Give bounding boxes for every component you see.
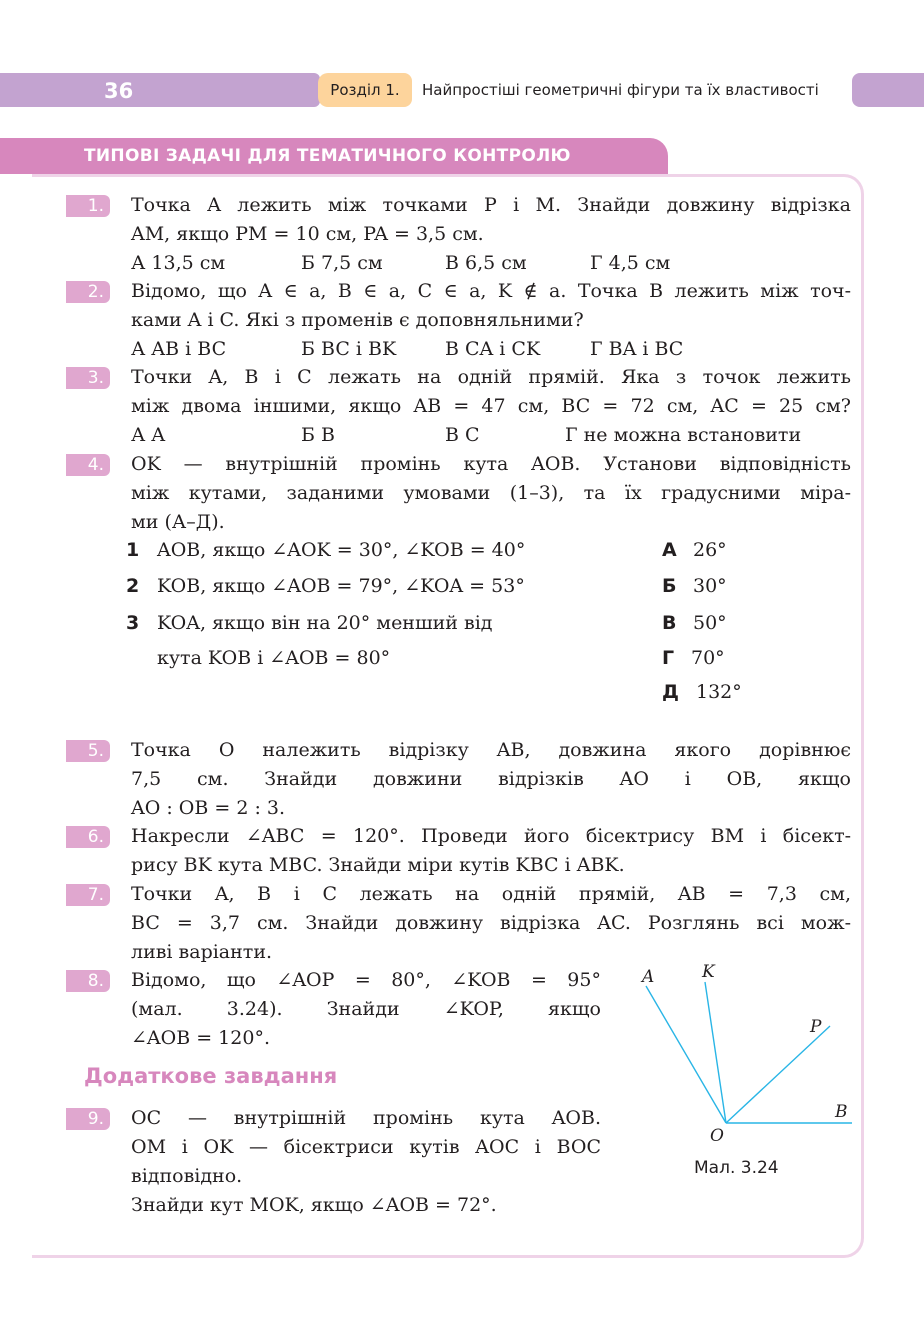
task-number-7: 7.: [66, 884, 110, 906]
additional-task-title: Додаткове завдання: [84, 1064, 338, 1088]
ray-oa: [646, 986, 726, 1123]
task-1-option-c: В 6,5 см: [445, 252, 527, 274]
page-number: 36: [104, 79, 134, 103]
task-number-9: 9.: [66, 1108, 110, 1130]
task-2-option-c: В CA і CK: [445, 338, 541, 360]
task-number-6: 6.: [66, 826, 110, 848]
answer-letter-c: В: [662, 612, 677, 634]
task-3-line-1: Точки A, B і C лежать на одній прямій. Яка з точок лежить: [131, 366, 851, 388]
task-1-line-2: AM, якщо PM = 10 см, PA = 3,5 см.: [131, 223, 484, 245]
header-left-bar: [0, 73, 320, 107]
task-1-option-b: Б 7,5 см: [301, 252, 383, 274]
task-7-line-2: BC = 3,7 см. Знайди довжину відрізка AC. Розглянь всі мож-: [131, 912, 851, 934]
task-number-3: 3.: [66, 367, 110, 389]
label-o: O: [710, 1126, 724, 1146]
header-right-bar: [852, 73, 924, 107]
condition-text-1: AOB, якщо ∠AOK = 30°, ∠KOB = 40°: [157, 539, 526, 561]
label-b: B: [835, 1102, 848, 1122]
answer-letter-a: А: [662, 539, 677, 561]
task-4-line-2: між кутами, заданими умовами (1–3), та їх градусними міра-: [131, 482, 851, 504]
task-2-line-1: Відомо, що A ∈ a, B ∈ a, C ∈ a, K ∉ a. Точка B лежить між точ-: [131, 280, 851, 302]
task-2-option-d: Г BA і BC: [590, 338, 684, 360]
task-3-option-b: Б B: [301, 424, 335, 446]
task-7-line-3: ливі варіанти.: [131, 941, 273, 963]
answer-letter-e: Д: [662, 681, 679, 703]
task-2-line-2: ками A і C. Які з променів є доповняльними?: [131, 309, 584, 331]
condition-text-3-cont: кута KOB і ∠AOB = 80°: [157, 647, 391, 669]
task-4-line-1: OK — внутрішній промінь кута AOB. Установи відповідність: [131, 453, 851, 475]
task-number-5: 5.: [66, 740, 110, 762]
task-7-line-1: Точки A, B і C лежать на одній прямій, AB = 7,3 см,: [131, 883, 851, 905]
answer-value-a: 26°: [693, 539, 727, 561]
task-6-line-2: рису BK кута MBC. Знайди міри кутів KBC і ABK.: [131, 854, 625, 876]
task-5-line-2: 7,5 см. Знайди довжини відрізків AO і OB, якщо: [131, 768, 851, 790]
condition-number-2: 2: [126, 575, 140, 597]
task-8-line-3: ∠AOB = 120°.: [131, 1027, 270, 1049]
task-8-line-2: (мал. 3.24). Знайди ∠KOP, якщо: [131, 998, 601, 1020]
task-number-8: 8.: [66, 970, 110, 992]
condition-text-2: KOB, якщо ∠AOB = 79°, ∠KOA = 53°: [157, 575, 525, 597]
label-k: K: [702, 962, 715, 982]
task-8-line-1: Відомо, що ∠AOP = 80°, ∠KOB = 95°: [131, 969, 601, 991]
task-number-4: 4.: [66, 454, 110, 476]
ray-op: [726, 1026, 830, 1123]
task-number-1: 1.: [66, 195, 110, 217]
task-5-line-1: Точка O належить відрізку AB, довжина якого дорівнює: [131, 739, 851, 761]
task-number-2: 2.: [66, 281, 110, 303]
condition-text-3: KOA, якщо він на 20° менший від: [157, 612, 493, 634]
task-9-line-2: OM і OK — бісектриси кутів AOC і BOC: [131, 1136, 601, 1158]
answer-value-d: 70°: [691, 647, 725, 669]
answer-value-e: 132°: [696, 681, 742, 703]
condition-number-1: 1: [126, 539, 140, 561]
answer-letter-b: Б: [662, 575, 677, 597]
label-p: P: [810, 1017, 822, 1037]
task-6-line-1: Накресли ∠ABC = 120°. Проведи його бісектрису BM і бісект-: [131, 825, 851, 847]
figure-caption: Мал. 3.24: [694, 1158, 779, 1178]
task-3-option-d: Г не можна встановити: [565, 424, 802, 446]
task-2-option-a: А AB і BC: [131, 338, 227, 360]
task-4-line-3: ми (А–Д).: [131, 511, 225, 533]
section-title: Найпростіші геометричні фігури та їх властивості: [422, 81, 819, 99]
ray-ok: [705, 982, 726, 1123]
answer-letter-d: Г: [662, 647, 675, 669]
condition-number-3: 3: [126, 612, 140, 634]
banner-title: ТИПОВІ ЗАДАЧІ ДЛЯ ТЕМАТИЧНОГО КОНТРОЛЮ: [84, 146, 571, 166]
section-tag: Розділ 1.: [318, 73, 412, 107]
task-3-line-2: між двома іншими, якщо AB = 47 см, BC = 72 см, AC = 25 см?: [131, 395, 851, 417]
task-9-line-3: відповідно.: [131, 1165, 243, 1187]
label-a: A: [642, 967, 655, 987]
task-3-option-a: А A: [131, 424, 166, 446]
task-1-option-d: Г 4,5 см: [590, 252, 671, 274]
task-9-line-1: OC — внутрішній промінь кута AOB.: [131, 1107, 601, 1129]
task-1-option-a: А 13,5 см: [131, 252, 226, 274]
answer-value-c: 50°: [693, 612, 727, 634]
task-5-line-3: AO : OB = 2 : 3.: [131, 797, 286, 819]
task-9-line-4: Знайди кут MOK, якщо ∠AOB = 72°.: [131, 1194, 497, 1216]
task-3-option-c: В C: [445, 424, 480, 446]
answer-value-b: 30°: [693, 575, 727, 597]
task-2-option-b: Б BC і BK: [301, 338, 397, 360]
task-1-line-1: Точка A лежить між точками P і M. Знайди довжину відрізка: [131, 194, 851, 216]
figure-3-24: [630, 960, 870, 1160]
